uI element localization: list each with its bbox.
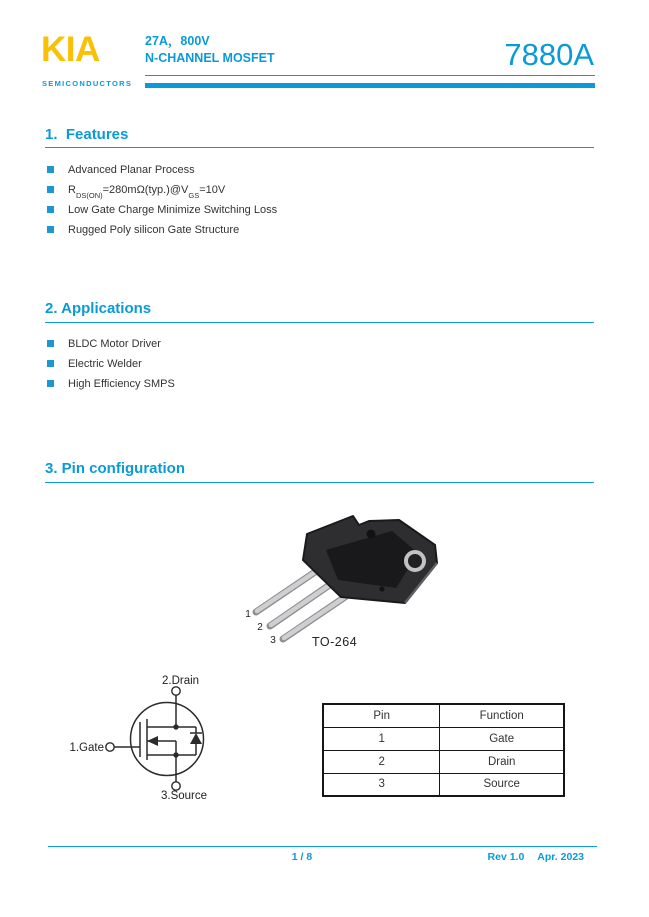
application-text: Electric Welder [68, 358, 142, 370]
junction-dot [173, 752, 178, 757]
table-header-row [323, 704, 564, 727]
pin-number-1: 1 [245, 609, 251, 620]
applications-heading: 2. Applications [45, 300, 152, 317]
list-item [0, 354, 560, 374]
list-item [0, 180, 560, 200]
pin-cell: 1 [323, 727, 440, 750]
applications-list [0, 334, 560, 394]
pin-number-2: 2 [257, 622, 263, 633]
pin-config-rule [45, 482, 594, 483]
pin-number-3: 3 [270, 635, 276, 646]
drain-terminal [172, 687, 180, 695]
function-cell: Source [440, 773, 564, 796]
features-rule [45, 147, 594, 148]
feature-text: Advanced Planar Process [68, 164, 195, 176]
pin-cell: 2 [323, 750, 440, 773]
device-rating: 27A，800V [145, 34, 210, 48]
table-row [323, 750, 564, 773]
bullet-icon [47, 360, 54, 367]
list-item [0, 374, 560, 394]
application-text: BLDC Motor Driver [68, 338, 161, 350]
device-type: N-CHANNEL MOSFET [145, 51, 275, 65]
application-text: High Efficiency SMPS [68, 378, 175, 390]
page-number: 1 / 8 [291, 851, 313, 863]
feature-text: Rugged Poly silicon Gate Structure [68, 224, 240, 236]
device-summary [145, 33, 275, 67]
features-heading: 1. Features [45, 126, 129, 143]
package-name-label: TO-264 [312, 635, 358, 649]
table-row [323, 727, 564, 750]
pin-function-table [322, 703, 565, 797]
symbol-outline-circle [131, 703, 204, 776]
applications-rule [45, 322, 594, 323]
list-item [0, 334, 560, 354]
header-rule-thick [145, 83, 595, 88]
bullet-icon [47, 340, 54, 347]
source-label: 3.Source [161, 790, 208, 802]
bullet-icon [47, 226, 54, 233]
junction-dot [173, 724, 178, 729]
features-list [0, 160, 560, 240]
function-cell: Drain [440, 750, 564, 773]
header-rule-thin [145, 75, 595, 76]
gate-label: 1.Gate [69, 742, 104, 754]
pin-column-header: Pin [323, 704, 440, 727]
list-item [0, 160, 560, 180]
part-number: 7880A [504, 37, 594, 72]
revision-info [488, 851, 584, 863]
source-terminal [172, 782, 180, 790]
body-diode [190, 733, 202, 744]
feature-text: $R_{DS(ON)}=280m\Omega(typ.)@V_{GS}=10V$ [68, 184, 226, 201]
gate-terminal [106, 743, 114, 751]
to264-package-image [230, 498, 445, 658]
pin-cell: 3 [323, 773, 440, 796]
mounting-hole [406, 552, 424, 570]
table-row [323, 773, 564, 796]
feature-text: Low Gate Charge Minimize Switching Loss [68, 204, 278, 216]
drain-label: 2.Drain [162, 675, 200, 687]
kia-logo: KIA [41, 30, 100, 69]
bullet-icon [47, 166, 54, 173]
revision-label: Rev 1.0 [487, 851, 525, 863]
list-item [0, 220, 560, 240]
bullet-icon [47, 380, 54, 387]
logo-subtext: SEMICONDUCTORS [42, 79, 133, 88]
bullet-icon [47, 206, 54, 213]
bullet-icon [47, 186, 54, 193]
pin-config-heading: 3. Pin configuration [45, 460, 186, 477]
substrate-arrow [147, 736, 158, 746]
mosfet-symbol [50, 665, 270, 810]
function-column-header: Function [440, 704, 564, 727]
footer-rule [48, 846, 597, 847]
function-cell: Gate [440, 727, 564, 750]
list-item [0, 200, 560, 220]
revision-date: Apr. 2023 [537, 851, 584, 863]
